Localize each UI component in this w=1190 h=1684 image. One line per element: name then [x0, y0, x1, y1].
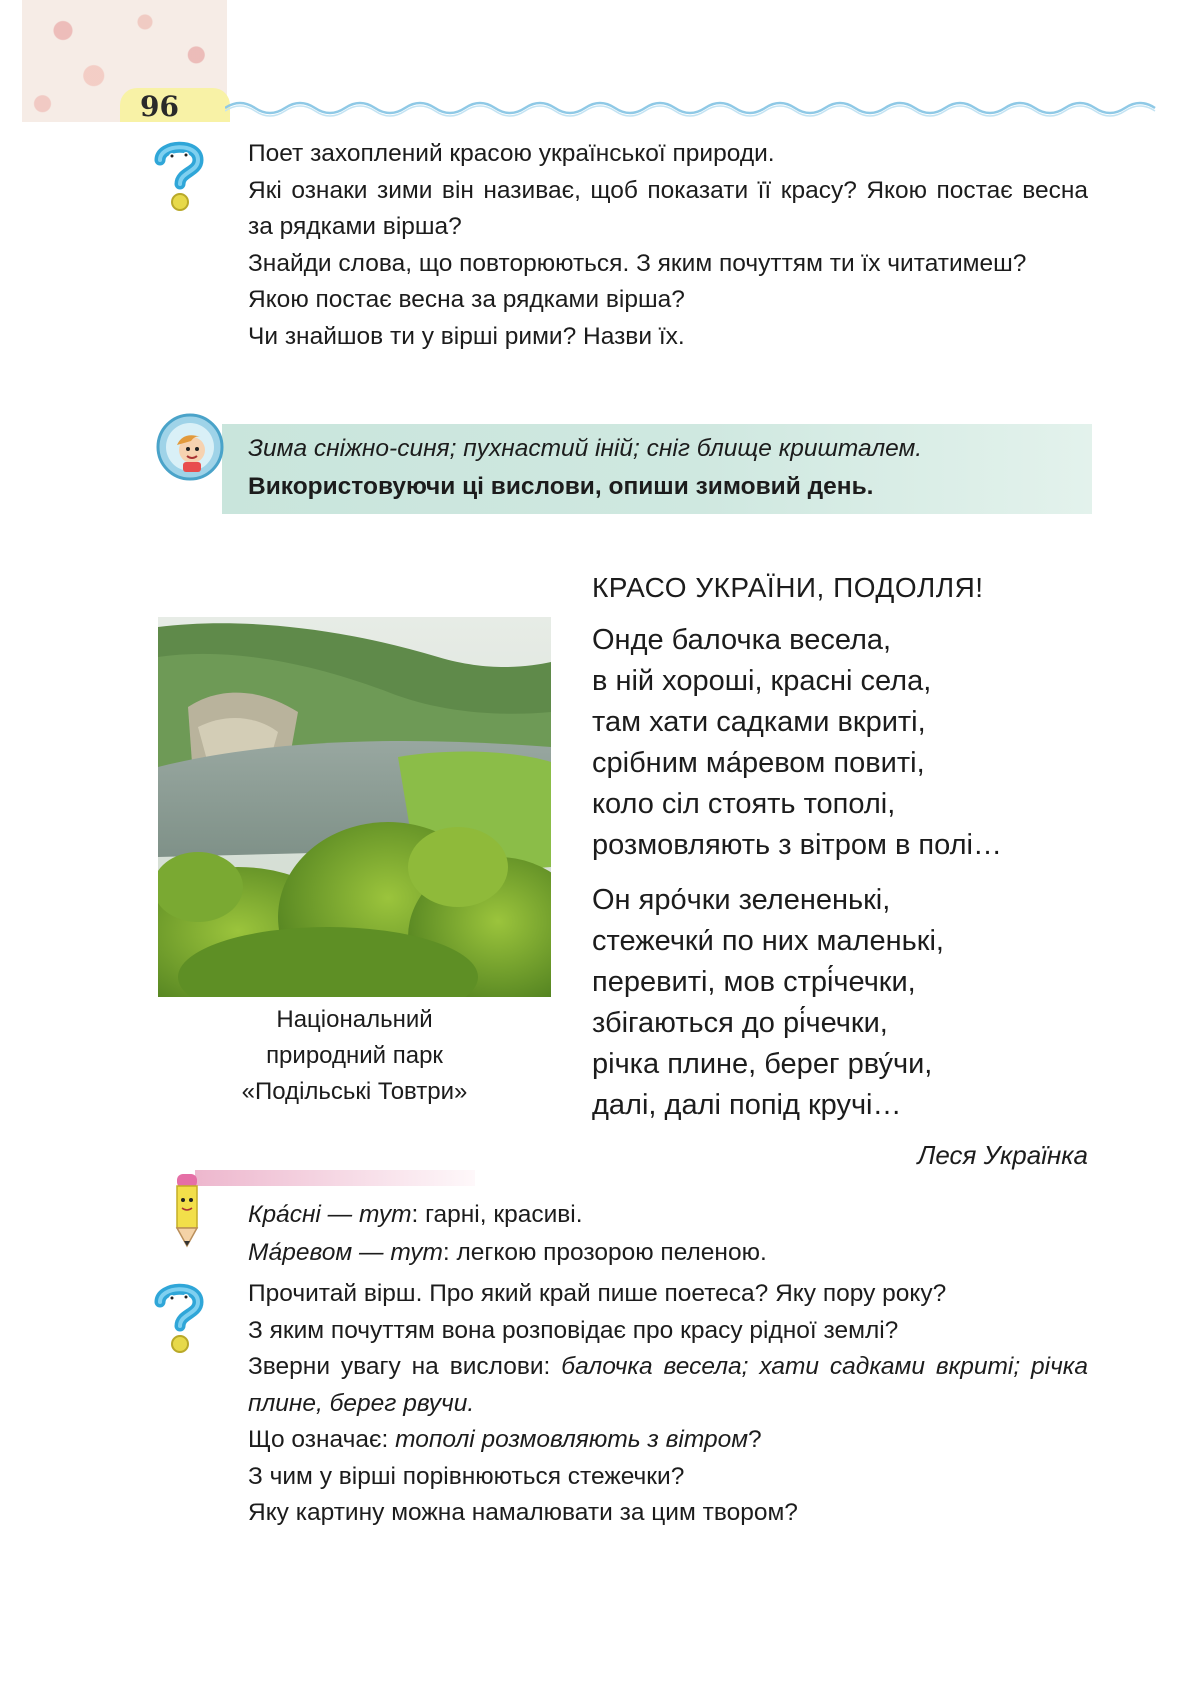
poem-body: [592, 620, 1002, 1140]
poem-line: срібним ма́ревом повиті,: [592, 747, 925, 779]
question-block-2: [248, 1276, 1088, 1532]
child-face-icon: [155, 412, 225, 482]
question-line: Які ознаки зими він називає, щоб показати її красу? Якою постає весна за рядками вірша?: [248, 176, 1088, 240]
poem-line: стежечки́ по них маленькі,: [592, 925, 944, 957]
question-line: Якою постає весна за рядками вірша?: [248, 286, 685, 313]
pencil-icon: [172, 1170, 202, 1250]
question-line: [248, 1349, 1088, 1422]
glossary: [248, 1196, 1088, 1272]
glossary-entry: [248, 1196, 1088, 1234]
poem-line: річка плине, берег рву́чи,: [592, 1048, 933, 1080]
question-block-1: [248, 136, 1088, 355]
question-line: Знайди слова, що повторюються. З яким почуттям ти їх читатимеш?: [248, 249, 1027, 277]
question-line: Чи знайшов ти у вірші рими? Назви їх.: [248, 322, 685, 350]
question-line: [248, 1422, 1088, 1459]
word-task-phrases: Зима сніжно-синя; пухнастий іній; сніг блище кришталем.: [248, 435, 923, 462]
photo-caption-line: природний парк: [266, 1042, 443, 1069]
poem-stanza-2: [592, 880, 1002, 1126]
poem-line: Онде балочка весела,: [592, 624, 892, 656]
question-line: Поет захоплений красою української природи.: [248, 140, 775, 167]
photo-caption-line: «Подільські Товтри»: [241, 1078, 468, 1105]
glossary-term: Ма́ревом — тут: [248, 1239, 443, 1266]
question-text: ?: [748, 1426, 762, 1453]
photo-caption: [158, 1002, 551, 1110]
poem-line: Он яро́чки зелененькі,: [592, 884, 891, 916]
glossary-entry: [248, 1234, 1088, 1272]
question-text: Що означає:: [248, 1426, 396, 1453]
poem-line: розмовляють з вітром в полі…: [592, 829, 1002, 861]
poem-line: перевиті, мов стрі́чечки,: [592, 966, 916, 998]
poem-line: коло сіл стоять тополі,: [592, 788, 896, 820]
glossary-band: [195, 1170, 475, 1186]
landscape-photo: [158, 617, 551, 997]
question-line: Яку картину можна намалювати за цим твором?: [248, 1499, 798, 1526]
poem-line: збігаються до рі́чечки,: [592, 1007, 888, 1039]
glossary-definition: : гарні, красиві.: [411, 1201, 583, 1228]
word-task-text: [248, 430, 1088, 506]
question-line: З чим у вірші порівнюються стежечки?: [248, 1462, 685, 1490]
poem-line: далі, далі попід кручі…: [592, 1089, 902, 1121]
decorative-wave-line: [225, 96, 1175, 120]
question-phrases: балочка весела; хати садками вкриті; річка плине, берег рвучи.: [248, 1353, 1088, 1417]
photo-caption-line: Національний: [276, 1006, 433, 1033]
question-line: Прочитай вірш. Про який край пише поетеса? Яку пору року?: [248, 1280, 947, 1307]
poem-author: Леся Українка: [917, 1140, 1088, 1170]
glossary-term: Кра́сні — тут: [248, 1201, 412, 1228]
question-mark-icon: [150, 1280, 208, 1358]
word-task-instruction: Використовуючи ці вислови, опиши зимовий день.: [248, 473, 874, 500]
question-mark-icon: [150, 138, 208, 216]
question-phrase: тополі розмовляють з вітром: [395, 1426, 749, 1453]
glossary-definition: : легкою прозорою пеленою.: [442, 1239, 767, 1266]
page-number: 96: [140, 90, 179, 123]
poem-line: там хати садками вкриті,: [592, 706, 926, 738]
question-line: З яким почуттям вона розповідає про красу рідної землі?: [248, 1316, 899, 1344]
poem-line: в ній хороші, красні села,: [592, 665, 932, 697]
question-text: Зверни увагу на вислови:: [248, 1353, 562, 1380]
poem-stanza-1: [592, 620, 1002, 866]
poem-title: КРАСО УКРАЇНИ, ПОДОЛЛЯ!: [592, 572, 984, 603]
